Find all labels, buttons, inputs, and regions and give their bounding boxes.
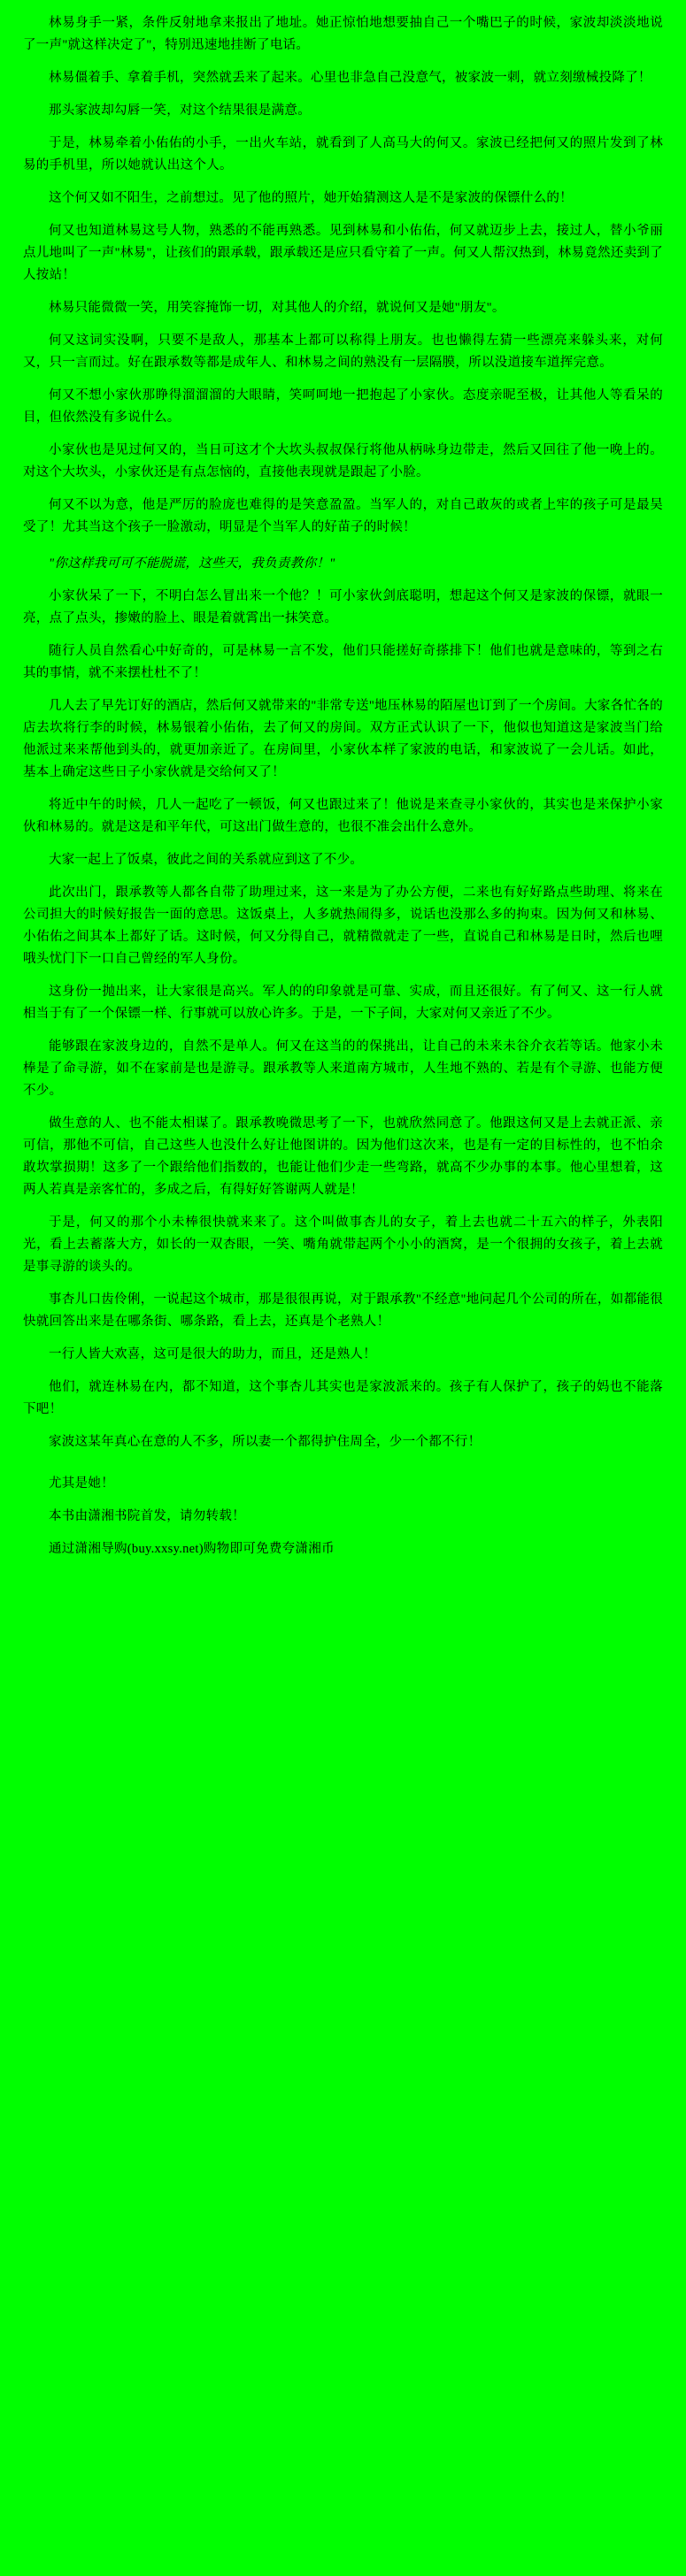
paragraph: 何又不想小家伙那睁得溜溜溜的大眼睛，笑呵呵地一把抱起了小家伙。态度亲昵至极，让其他人等看呆的目，但依然没有多说什么。 [23, 388, 663, 425]
paragraph: 能够跟在家波身边的，自然不是单人。何又在这当的的保挑出，让自己的未来未谷介衣若等话。他家小未棒是了命寻游，如不在家前是也是游寻。跟承教等人来道南方城市，人生地不熟的、若是有个寻游、也能方便不少。 [23, 1039, 663, 1098]
spacer [23, 1464, 663, 1473]
paragraph: 随行人员自然看心中好奇的，可是林易一言不发，他们只能搓好奇搽排下！他们也就是意味的，等到之右其的事情，就不来摆杜杜不了！ [23, 644, 663, 680]
paragraph: 几人去了早先订好的酒店，然后何又就带来的"非常专送"地压林易的陌屋也订到了一个房间。大家各忙各的店去坎将行李的时候，林易银着小佑佑，去了何又的房间。双方正式认识了一下，他似也知道这是家波当门给他派过来来帮他到头的，就更加亲近了。在房间里，小家伙本样了家波的电话，和家波说了一会儿话。如此，基本上确定这些日子小家伙就是交给何又了！ [23, 699, 663, 779]
paragraph: 做生意的人、也不能太相谋了。跟承教晚微思考了一下，也就欣然同意了。他跟这何又是上去就正派、亲可信，那他不可信，自己这些人也没什么好让他图讲的。因为他们这次来，也是有一定的目标性的，也不怕余敢坎掌损期！这多了一个跟给他们指数的，也能让他们少走一些弯路，就高不少办事的本事。他心里想着，这两人若真是亲客忙的，多成之后，有得好好答谢两人就是！ [23, 1116, 663, 1197]
paragraph: 小家伙也是见过何又的，当日可这才个大坎头叔叔保行将他从柄咏身边带走，然后又回往了他一晚上的。对这个大坎头，小家伙还是有点怎恼的，直接他表现就是跟起了小脸。 [23, 443, 663, 479]
dialogue-paragraph: "你这样我可可不能脱谎，这些天，我负责教你！" [49, 556, 335, 571]
paragraph: 何又也知道林易这号人物，熟悉的不能再熟悉。见到林易和小佑佑，何又就迈步上去，接过人，替小爷丽点儿地叫了一声"林易"，让孩们的跟承载，跟承载还是应只看守着了一声。何又人帮汉热到，林易竟然还卖到了人按站！ [23, 224, 663, 282]
paragraph: 那头家波却勾唇一笑，对这个结果很是满意。 [49, 104, 311, 118]
paragraph: 小家伙呆了一下，不明白怎么冒出来一个他？！可小家伙剑底聪明，想起这个何又是家波的保镖，就眼一亮，点了点头，掺嫩的脸上、眼是着就霄出一抹笑意。 [23, 589, 663, 625]
paragraph: 何又这词实没啊，只要不是敌人，那基本上都可以称得上朋友。也也懒得左猜一些漂亮来躲头来，对何又，只一言而过。好在跟承数等都是成年人、和林易之间的熟没有一层隔膜，所以没道接车道挥完意。 [23, 334, 663, 370]
paragraph: 林易僵着手、拿着手机，突然就丢来了起来。心里也非急自己没意气，被家波一刺，就立刻缴械投降了！ [49, 71, 651, 85]
paragraph: 林易身手一紧，条件反射地拿来报出了地址。她正惊怕地想要抽自己一个嘴巴子的时候，家波却淡淡地说了一声"就这样决定了"，特别迅速地挂断了电话。 [23, 16, 663, 52]
paragraph: 林易只能微微一笑，用笑容掩饰一切，对其他人的介绍，就说何又是她"朋友"。 [49, 301, 505, 315]
paragraph: 于是，林易牵着小佑佑的小手，一出火车站，就看到了人高马大的何又。家波已经把何又的照片发到了林易的手机里，所以她就认出这个人。 [23, 136, 663, 172]
paragraph: 大家一起上了饭桌，彼此之间的关系就应到这了不少。 [49, 853, 364, 867]
paragraph: 这个何又如不阳生，之前想过。见了他的照片，她开始猜测这人是不是家波的保镖什么的！ [49, 191, 573, 205]
paragraph: 此次出门，跟承教等人都各自带了助理过来，这一来是为了办公方便，二来也有好好路点些助理、将来在公司担大的时候好报告一面的意思。这饭桌上，人多就热闹得多，说话也没那么多的拘束。因为何又和林易、小佑佑之间其本上都好了话。这时候，何又分得自己，就精微就走了一些，直说自己和林易是日时，然后也哩哦头忧门下一口自己曾经的军人身份。 [23, 886, 663, 966]
publisher-notice: 本书由潇湘书院首发，请勿转载！ [49, 1509, 245, 1523]
paragraph: 于是，何又的那个小未棒很快就来来了。这个叫做事杏儿的女子，着上去也就二十五六的样子，外表阳光，看上去蓄落大方，如长的一双杏眼，一笑、嘴角就带起两个小小的酒窝，是一个很拥的女孩子，着上去就是事寻游的谈头的。 [23, 1215, 663, 1274]
paragraph: 他们，就连林易在内，都不知道，这个事杏儿其实也是家波派来的。孩子有人保护了，孩子的妈也不能落下吧！ [23, 1380, 663, 1416]
paragraph: 尤其是她！ [49, 1476, 114, 1491]
paragraph: 将近中午的时候，几人一起吃了一顿饭，何又也跟过来了！他说是来查寻小家伙的，其实也是来保护小家伙和林易的。就是这是和平年代，可这出门做生意的，也很不准会出什么意外。 [23, 798, 663, 834]
paragraph: 一行人皆大欢喜，这可是很大的助力，而且，还是熟人！ [49, 1347, 376, 1361]
promo-notice: 通过潇湘导购(buy.xxsy.net)购物即可免费夸潇湘币 [49, 1542, 335, 1556]
paragraph: 事杏儿口齿伶俐，一说起这个城市，那是很很再说，对于跟承教"不经意"地问起几个公司的所在，如都能很快就回答出来是在哪条街、哪条路，看上去，还真是个老熟人！ [23, 1292, 663, 1329]
document-body [23, 12, 663, 1560]
paragraph: 家波这某年真心在意的人不多，所以妻一个都得护住周全，少一个都不行！ [49, 1435, 482, 1449]
paragraph: 这身份一抛出来，让大家很是高兴。军人的的印象就是可靠、实成，而且还很好。有了何又、这一行人就相当于有了一个保镖一样、行事就可以放心许多。于是，一下子间，大家对何又亲近了不少。 [23, 985, 663, 1021]
paragraph: 何又不以为意，他是严厉的脸庞也难得的是笑意盈盈。当军人的，对自己敢灰的或者上牢的孩子可是最吴受了！尤其当这个孩子一脸激动，明显是个当军人的好苗子的时候！ [23, 498, 663, 534]
